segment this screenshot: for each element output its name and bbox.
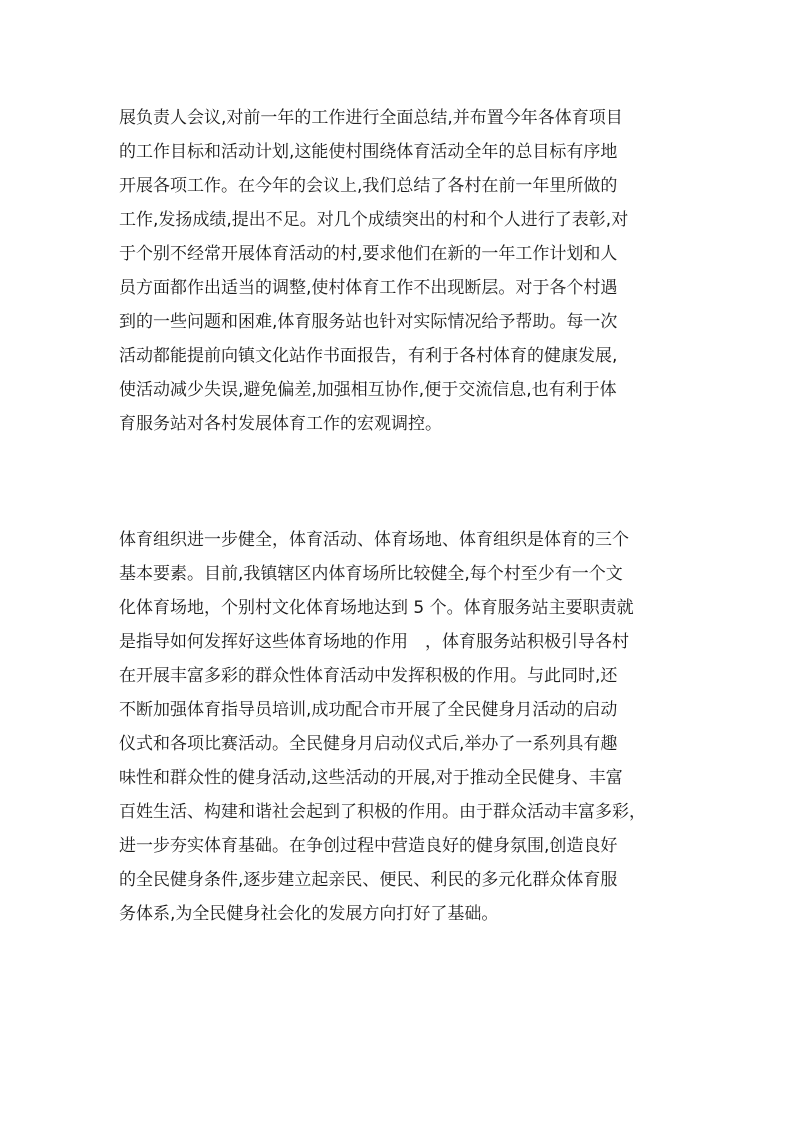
paragraph-2-line: 进一步夯实体育基础。在争创过程中营造良好的健身氛围,创造良好 <box>119 836 618 856</box>
paragraph-1-line: 育服务站对各村发展体育工作的宏观调控。 <box>119 414 442 434</box>
paragraph-1-line: 活动都能提前向镇文化站作书面报告，有利于各村体育的健康发展, <box>119 346 618 366</box>
paragraph-1-line: 使活动减少失误,避免偏差,加强相互协作,便于交流信息,也有利于体 <box>119 380 617 400</box>
paragraph-2-line: 基本要素。目前,我镇辖区内体育场所比较健全,每个村至少有一个文 <box>119 564 623 584</box>
paragraph-1-line: 展负责人会议,对前一年的工作进行全面总结,并布置今年各体育项目 <box>119 108 623 128</box>
paragraph-2-line: 是指导如何发挥好这些体育场地的作用 ，体育服务站积极引导各村 <box>119 632 629 652</box>
paragraph-1-line: 到的一些问题和困难,体育服务站也针对实际情况给予帮助。每一次 <box>119 312 618 332</box>
paragraph-2-line: 化体育场地，个别村文化体育场地达到 5 个。体育服务站主要职责就 <box>119 598 634 618</box>
paragraph-2-line: 仪式和各项比赛活动。全民健身月启动仪式后,举办了一系列具有趣 <box>119 734 618 754</box>
paragraph-2-line: 务体系,为全民健身社会化的发展方向打好了基础。 <box>119 904 499 924</box>
paragraph-2-line: 不断加强体育指导员培训,成功配合市开展了全民健身月活动的启动 <box>119 700 618 720</box>
paragraph-2-line: 体育组织进一步健全，体育活动、体育场地、体育组织是体育的三个 <box>119 530 629 550</box>
paragraph-1-line: 于个别不经常开展体育活动的村,要求他们在新的一年工作计划和人 <box>119 244 618 264</box>
paragraph-2-line: 在开展丰富多彩的群众性体育活动中发挥积极的作用。与此同时,还 <box>119 666 618 686</box>
paragraph-2-line: 的全民健身条件,逐步建立起亲民、便民、利民的多元化群众体育服 <box>119 870 618 890</box>
paragraph-1-line: 员方面都作出适当的调整,使村体育工作不出现断层。对于各个村遇 <box>119 278 618 298</box>
paragraph-1-line: 开展各项工作。在今年的会议上,我们总结了各村在前一年里所做的 <box>119 176 618 196</box>
paragraph-2-line: 百姓生活、构建和谐社会起到了积极的作用。由于群众活动丰富多彩， <box>119 802 646 822</box>
paragraph-1-line: 工作,发扬成绩,提出不足。对几个成绩突出的村和个人进行了表彰,对 <box>119 210 629 230</box>
paragraph-1-line: 的工作目标和活动计划,这能使村围绕体育活动全年的总目标有序地 <box>119 142 618 162</box>
paragraph-2-line: 味性和群众性的健身活动,这些活动的开展,对于推动全民健身、丰富 <box>119 768 623 788</box>
